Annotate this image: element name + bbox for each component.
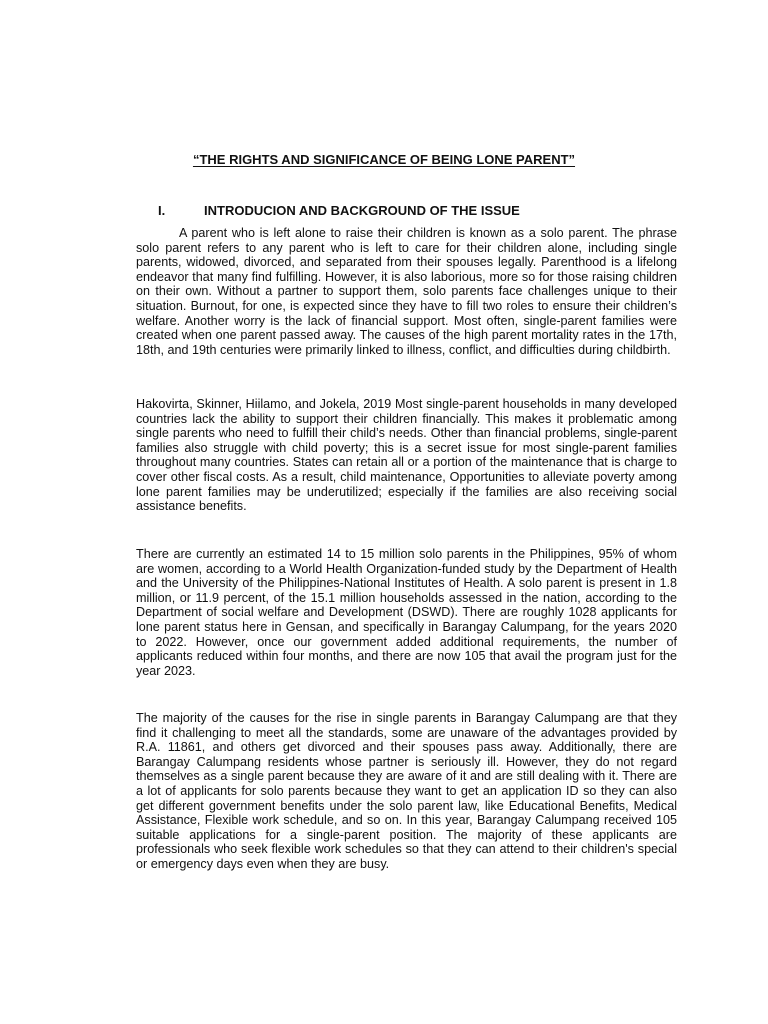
paragraph-2: Hakovirta, Skinner, Hiilamo, and Jokela, 2019 Most single-parent households in many developed countries lack the ability to support their children financially. This makes it problematic among single parents who need to fulfill their child’s needs. Other than financial problems, single-parent families also struggle with child poverty; this is a secret issue for most single-parent families throughout many countries. States can retain all or a portion of the maintenance that is charge to cover other fiscal costs. As a result, child maintenance, Opportunities to alleviate poverty among lone parent families may be underutilized; especially if the families are also receiving social assistance benefits.	[136, 397, 677, 514]
paragraph-3: There are currently an estimated 14 to 15 million solo parents in the Philippines, 95% of whom are women, according to a World Health Organization-funded study by the Department of Health and the University of the Philippines-National Institutes of Health. A solo parent is present in 1.8 million, or 11.9 percent, of the 15.1 million households assessed in the nation, according to the Department of social welfare and Development (DSWD). There are roughly 1028 applicants for lone parent status here in Gensan, and specifically in Barangay Calumpang, for the years 2020 to 2022. However, once our government added additional requirements, the number of applicants reduced within four months, and there are now 105 that avail the program just for the year 2023.	[136, 547, 677, 678]
section-number: I.	[158, 203, 166, 218]
document-title	[0, 152, 768, 168]
paragraph-1: A parent who is left alone to raise their children is known as a solo parent. The phrase solo parent refers to any parent who is left to care for their children alone, including single parents, widowed, divorced, and separated from their spouses legally. Parenthood is a lifelong endeavor that many find fulfilling. However, it is also laborious, more so for those raising children on their own. Without a partner to support them, solo parents face challenges unique to their situation. Burnout, for one, is expected since they have to fill two roles to ensure their children’s welfare. Another worry is the lack of financial support. Most often, single-parent families were created when one parent passed away. The causes of the high parent mortality rates in the 17th, 18th, and 19th centuries were primarily linked to illness, conflict, and difficulties during childbirth.	[136, 226, 677, 357]
document-title-text: “THE RIGHTS AND SIGNIFICANCE OF BEING LONE PARENT”	[192, 152, 576, 167]
section-heading-text: INTRODUCION AND BACKGROUND OF THE ISSUE	[204, 203, 520, 218]
section-heading	[158, 203, 520, 219]
paragraph-4: The majority of the causes for the rise in single parents in Barangay Calumpang are that they find it challenging to meet all the standards, some are unaware of the advantages provided by R.A. 11861, and others get divorced and their spouses pass away. Additionally, there are Barangay Calumpang residents whose partner is seriously ill. However, they do not regard themselves as a single parent because they are aware of it and are still dealing with it. There are a lot of applicants for solo parents because they want to get an application ID so they can also get different government benefits under the solo parent law, like Educational Benefits, Medical Assistance, Flexible work schedule, and so on. In this year, Barangay Calumpang received 105 suitable applications for a single-parent position. The majority of these applicants are professionals who seek flexible work schedules so that they can attend to their children's special or emergency days even when they are busy.	[136, 711, 677, 871]
